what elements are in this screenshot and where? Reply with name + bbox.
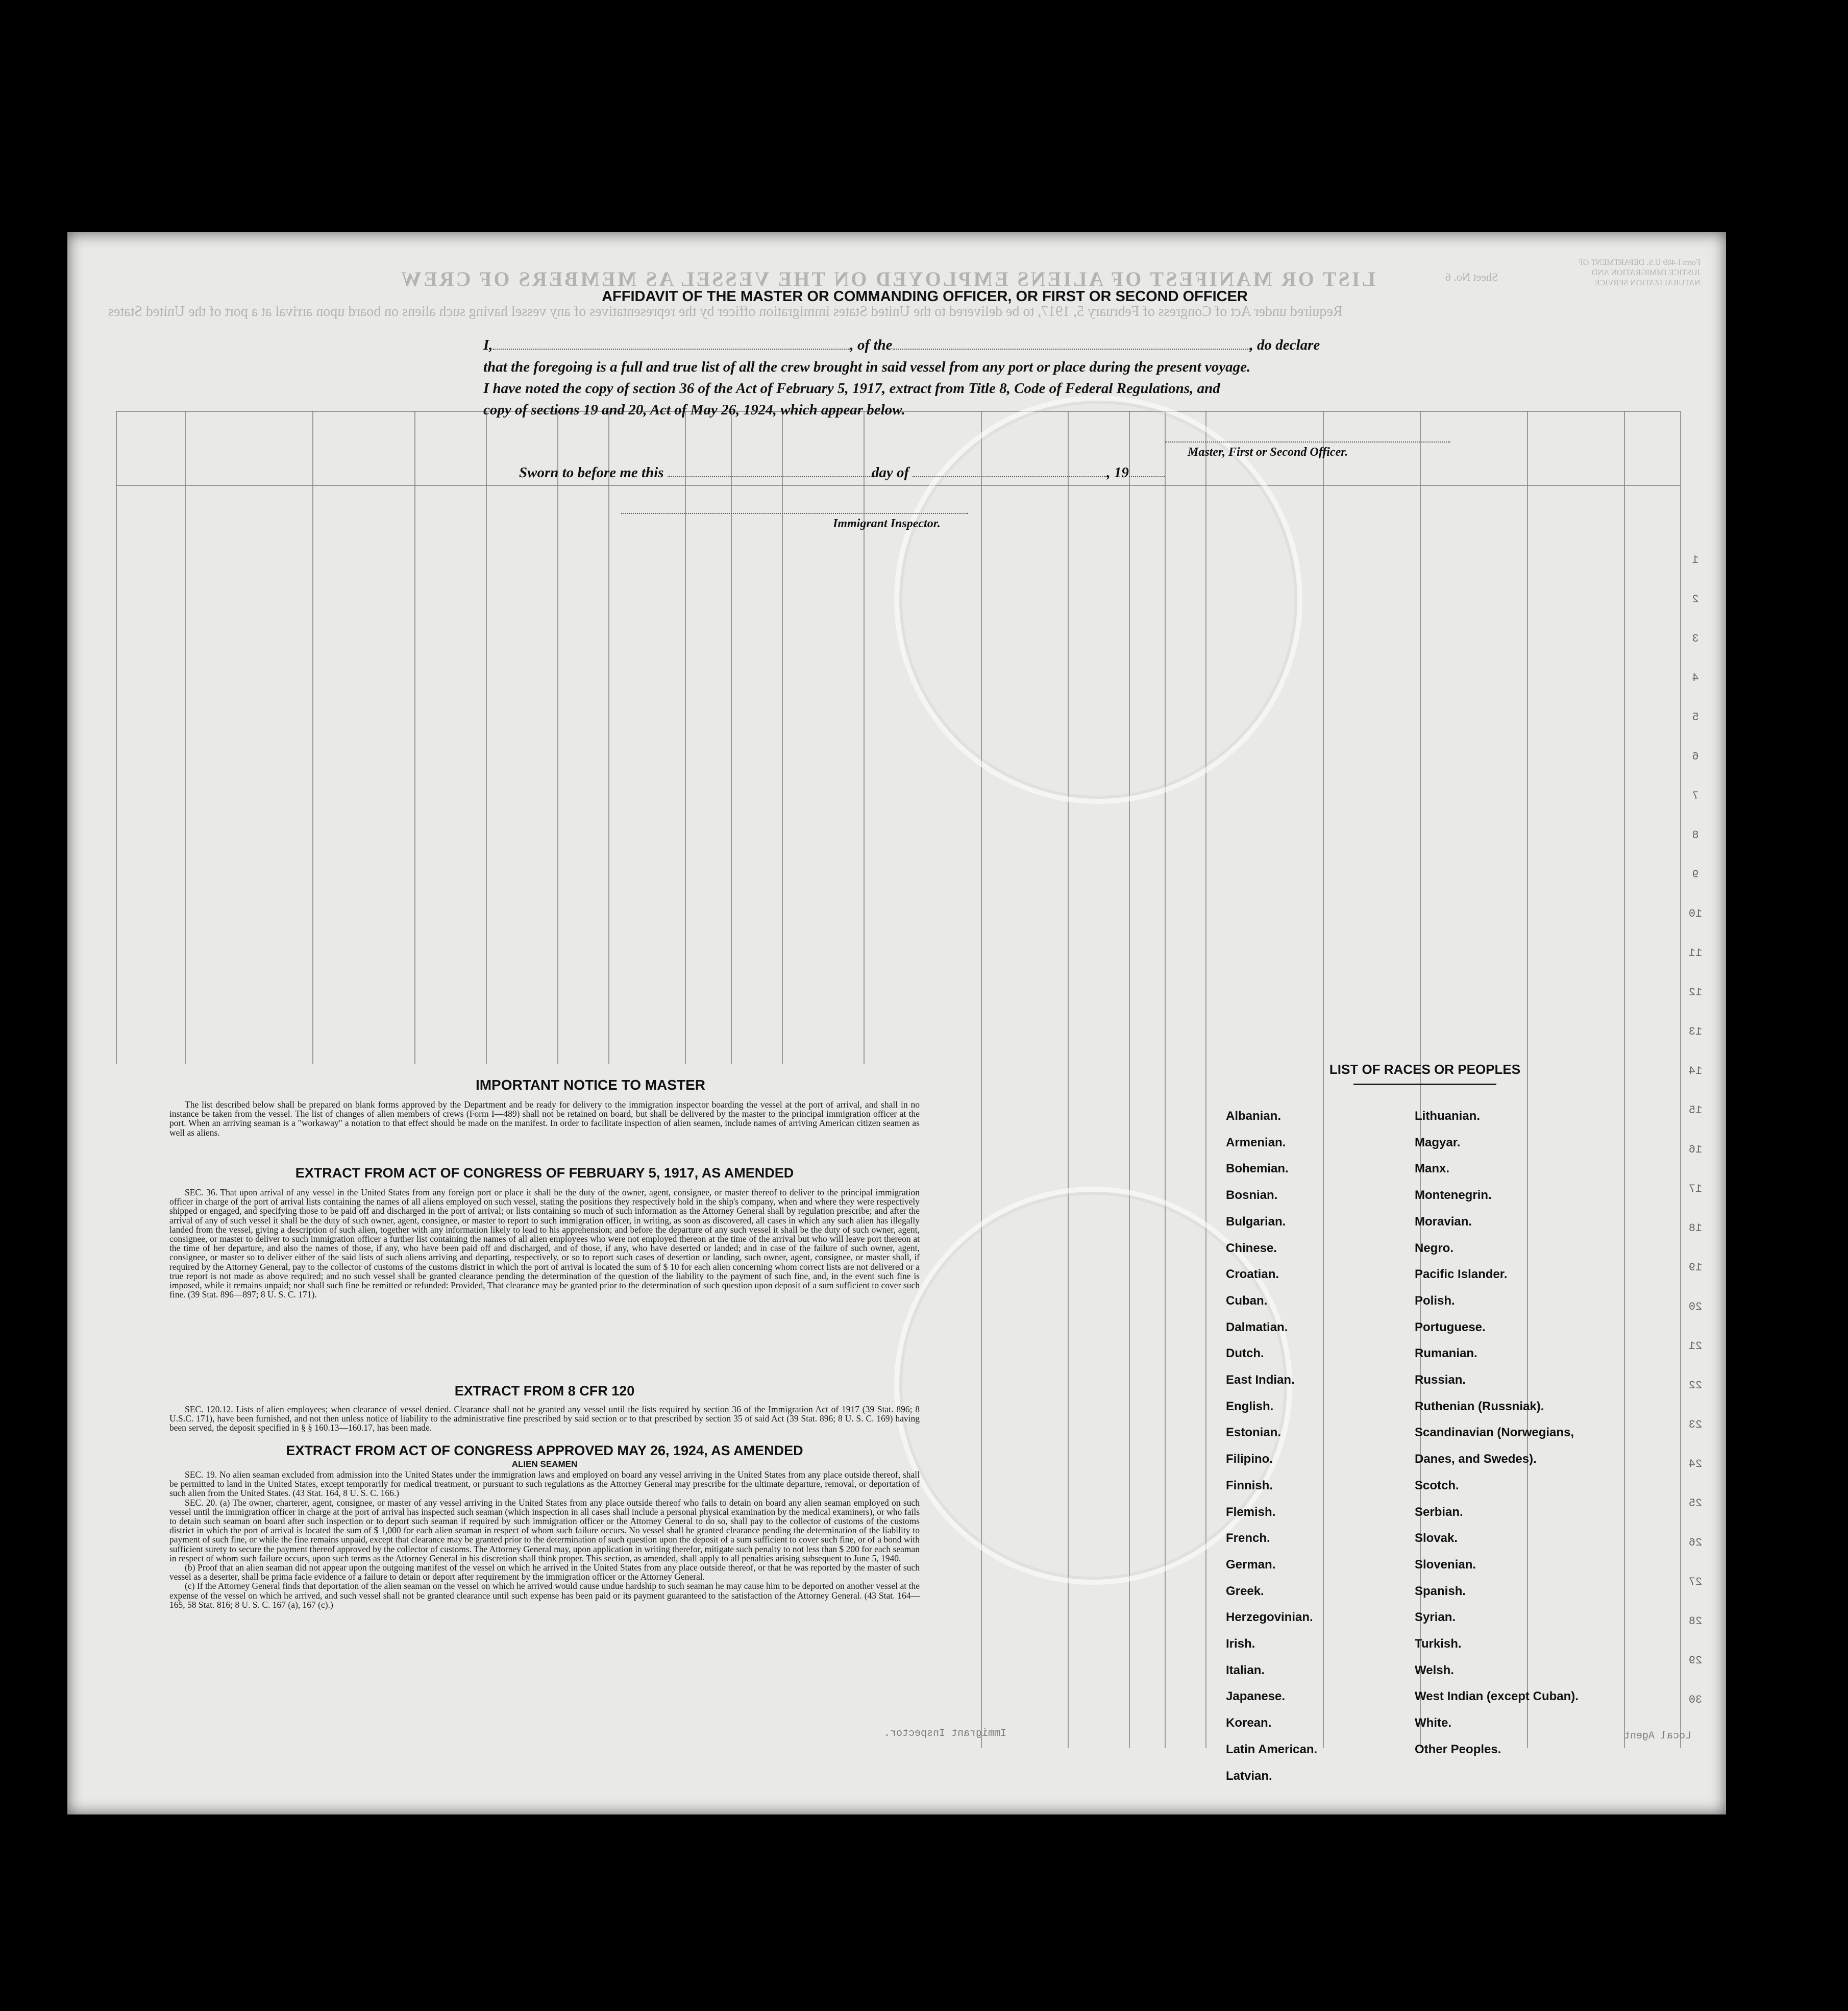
row-number: 8 xyxy=(1692,829,1699,842)
extract-1924-body xyxy=(169,1470,920,1609)
row-number: 3 xyxy=(1692,632,1699,645)
races-title-rule xyxy=(1353,1084,1496,1085)
race-item: Polish. xyxy=(1415,1293,1455,1308)
manifest-sheet xyxy=(67,232,1726,1814)
sec-20c-paragraph: (c) If the Attorney General finds that deportation of the alien seaman on the vessel on which he arrived would cause undue hardship to such seaman he may cause him to be deported on another vessel at the expense of the vessel on which he arrived, and such vessel shall not be granted clearance until such expense has been paid or its payment guaranteed to the satisfaction of the Attorney General. (43 Stat. 164—165, 58 Stat. 816; 8 U. S. C. 167 (a), 167 (c).) xyxy=(169,1581,920,1610)
race-item: Serbian. xyxy=(1415,1505,1463,1519)
punch-hole xyxy=(1765,1333,1791,1360)
ghost-footer: Immigrant Inspector. xyxy=(884,1728,1007,1739)
row-number: 20 xyxy=(1688,1301,1703,1313)
affidavit-i: I, xyxy=(483,337,493,353)
punch-hole xyxy=(1765,489,1791,516)
row-number: 12 xyxy=(1688,986,1703,999)
grid-column-line xyxy=(312,411,313,1064)
inspector-label: Immigrant Inspector. xyxy=(833,517,941,530)
year-label: , 19 xyxy=(1106,464,1129,481)
race-item: Slovenian. xyxy=(1415,1557,1476,1572)
race-item: Dutch. xyxy=(1226,1346,1264,1361)
race-item: Irish. xyxy=(1226,1637,1255,1651)
race-item: Negro. xyxy=(1415,1241,1454,1255)
grid-column-line xyxy=(1527,411,1528,1748)
bleed-through-subtitle: Required under Act of Congress of February 5, 1917, to be delivered to the United States immigration officer by the representatives of any vessel having such aliens on board upon arrival at a port of the United States xyxy=(108,304,1343,320)
race-item: Rumanian. xyxy=(1415,1346,1477,1361)
row-number: 7 xyxy=(1692,790,1699,802)
row-number: 23 xyxy=(1688,1418,1703,1431)
race-item: White. xyxy=(1415,1716,1451,1730)
race-item: Syrian. xyxy=(1415,1610,1456,1625)
race-item: Flemish. xyxy=(1226,1505,1276,1519)
race-item: Estonian. xyxy=(1226,1426,1282,1440)
race-item: Pacific Islander. xyxy=(1415,1267,1508,1282)
race-item: Latvian. xyxy=(1226,1769,1272,1783)
extract-cfr-body xyxy=(169,1405,920,1433)
race-item: Filipino. xyxy=(1226,1452,1273,1466)
grid-column-line xyxy=(486,411,487,1064)
row-number: 11 xyxy=(1688,947,1703,960)
vessel-blank[interactable] xyxy=(893,349,1250,350)
race-item: French. xyxy=(1226,1531,1270,1546)
race-item: Magyar. xyxy=(1415,1135,1461,1149)
affidavit-do-declare: , do declare xyxy=(1249,337,1320,353)
grid-column-line xyxy=(608,411,609,1064)
row-number: 15 xyxy=(1688,1104,1703,1117)
day-of-label: day of xyxy=(871,464,909,481)
race-item: Manx. xyxy=(1415,1162,1450,1176)
races-title: LIST OF RACES OR PEOPLES xyxy=(1329,1062,1521,1077)
affidavit-line-2: that the foregoing is a full and true list of all the crew brought in said vessel from any port or place during the present voyage. xyxy=(483,359,1251,375)
race-item: West Indian (except Cuban). xyxy=(1415,1689,1579,1704)
sworn-year-blank[interactable] xyxy=(1129,476,1165,477)
grid-column-line xyxy=(685,411,686,1064)
row-number: 25 xyxy=(1688,1497,1703,1510)
bleed-through-title: LIST OR MANIFEST OF ALIENS EMPLOYED ON THE VESSEL AS MEMBERS OF CREW xyxy=(399,267,1376,290)
punch-hole xyxy=(1765,1256,1791,1282)
punch-hole xyxy=(1765,1569,1791,1596)
race-item: Other Peoples. xyxy=(1415,1742,1501,1756)
row-number: 22 xyxy=(1688,1379,1703,1392)
race-item: Bosnian. xyxy=(1226,1188,1278,1203)
row-number: 19 xyxy=(1688,1261,1703,1274)
affidavit-line-3: I have noted the copy of section 36 of the Act of February 5, 1917, extract from Title 8, Code of Federal Regulations, and xyxy=(483,380,1220,397)
bleed-through-form-block: Form I-489 U.S. DEPARTMENT OF JUSTICE IMMIGRATION AND NATURALIZATION SERVICE xyxy=(1578,258,1701,287)
inspector-signature-line[interactable] xyxy=(621,513,968,514)
extract-1917-title: EXTRACT FROM ACT OF CONGRESS OF FEBRUARY 5, 1917, AS AMENDED xyxy=(295,1165,794,1181)
race-item: Scotch. xyxy=(1415,1478,1459,1492)
affidavit-declaration-line xyxy=(483,337,1320,354)
race-item: German. xyxy=(1226,1557,1276,1572)
race-item: East Indian. xyxy=(1226,1373,1295,1387)
race-item: Ruthenian (Russniak). xyxy=(1415,1399,1544,1413)
row-number: 18 xyxy=(1688,1222,1703,1235)
grid-column-line xyxy=(864,411,865,1064)
extract-cfr-title: EXTRACT FROM 8 CFR 120 xyxy=(454,1383,635,1399)
race-item: Cuban. xyxy=(1226,1293,1268,1308)
affidavit-title: AFFIDAVIT OF THE MASTER OR COMMANDING OFFICER, OR FIRST OR SECOND OFFICER xyxy=(602,288,1248,305)
row-number: 14 xyxy=(1688,1065,1703,1077)
row-number: 24 xyxy=(1688,1458,1703,1470)
row-number: 17 xyxy=(1688,1183,1703,1195)
grid-column-line xyxy=(557,411,558,1064)
race-item: Dalmatian. xyxy=(1226,1320,1288,1334)
race-item: Portuguese. xyxy=(1415,1320,1486,1334)
row-number: 21 xyxy=(1688,1340,1703,1353)
grid-row-line xyxy=(116,485,1680,486)
row-number: 26 xyxy=(1688,1536,1703,1549)
sec-19-paragraph: SEC. 19. No alien seaman excluded from admission into the United States under the immigration laws and employed on board any vessel arriving in the United States from any place outside thereof, shall be permitted to land in the United States, except temporarily for medical treatment, or pursuant to such regulations as the Attorney General may prescribe for the ultimate departure, removal, or deportation of such alien from the United States. (43 Stat. 164, 8 U. S. C. 166.) xyxy=(169,1469,920,1499)
grid-column-line xyxy=(1624,411,1625,1748)
master-signature-line[interactable] xyxy=(1165,442,1450,443)
race-item: Herzegovinian. xyxy=(1226,1610,1313,1625)
race-item: Moravian. xyxy=(1415,1214,1472,1229)
extract-1924-title: EXTRACT FROM ACT OF CONGRESS APPROVED MAY 26, 1924, AS AMENDED xyxy=(286,1443,803,1458)
sec-20a-paragraph: SEC. 20. (a) The owner, charterer, agent, consignee, or master of any vessel arriving in the United States from any place outside thereof who fails to detain on board any alien seaman employed on such vessel until the immigration officer in charge at the port of arrival has inspected such seaman (which inspection in all cases shall include a personal physical examination by the medical examiners), or who fails to detain such seaman on board after such inspection or to deport such seaman if required by such immigration officer or the Attorney General to do so, shall pay to the collector of customs of the customs district in which the port of arrival is located the sum of $ 1,000 for each alien seaman in respect of whom such failure occurs. No vessel shall be granted clearance pending the determination of the liability to payment of such fine, or while the fine remains unpaid, except that clearance may be granted prior to the determination of such question upon the deposit of a sum sufficient to cover such fine, or of a bond with sufficient surety to secure the payment thereof approved by the collector of customs. The Attorney General may, upon application in writing therefor, mitigate such penalty to not less than $ 200 for each seaman in respect of whom such failure occurs, upon such terms as the Attorney General in his discretion shall think proper. This section, as amended, shall apply to all penalties arising subsequent to June 5, 1940. xyxy=(169,1497,920,1563)
name-blank[interactable] xyxy=(493,349,850,350)
race-item: Chinese. xyxy=(1226,1241,1277,1255)
race-item: Danes, and Swedes). xyxy=(1415,1452,1537,1466)
row-number: 16 xyxy=(1688,1143,1703,1156)
extract-1917-body xyxy=(169,1188,920,1299)
row-number: 1 xyxy=(1692,554,1699,567)
race-item: Scandinavian (Norwegians, xyxy=(1415,1426,1574,1440)
race-item: Russian. xyxy=(1415,1373,1466,1387)
notice-body xyxy=(169,1100,920,1137)
punch-hole xyxy=(1765,1648,1791,1674)
punch-hole xyxy=(1765,412,1791,439)
sworn-line xyxy=(519,464,1165,481)
race-item: Italian. xyxy=(1226,1663,1265,1677)
row-number: 28 xyxy=(1688,1615,1703,1628)
punch-hole xyxy=(1765,810,1791,836)
row-number: 10 xyxy=(1688,908,1703,920)
grid-column-line xyxy=(1323,411,1324,1748)
race-item: Finnish. xyxy=(1226,1478,1273,1492)
sworn-label: Sworn to before me this xyxy=(519,464,664,481)
grid-column-line xyxy=(731,411,732,1064)
race-item: Montenegrin. xyxy=(1415,1188,1492,1203)
race-item: Spanish. xyxy=(1415,1584,1466,1598)
row-number: 2 xyxy=(1692,593,1699,606)
row-number: 30 xyxy=(1688,1694,1703,1706)
row-number: 29 xyxy=(1688,1654,1703,1667)
master-signature-label: Master, First or Second Officer. xyxy=(1188,446,1348,459)
grid-column-line xyxy=(782,411,783,1064)
grid-column-line xyxy=(1420,411,1421,1748)
race-item: Korean. xyxy=(1226,1716,1272,1730)
ghost-footer: Local Agent xyxy=(1624,1730,1692,1742)
row-number: 4 xyxy=(1692,672,1699,684)
bleed-through-sheet-number: Sheet No. 6 xyxy=(1445,271,1498,283)
row-number: 27 xyxy=(1688,1576,1703,1588)
race-item: Bohemian. xyxy=(1226,1162,1289,1176)
race-item: Albanian. xyxy=(1226,1109,1282,1123)
grid-column-line xyxy=(185,411,186,1064)
extract-1917-paragraph: SEC. 36. That upon arrival of any vessel in the United States from any foreign port or place it shall be the duty of the owner, agent, consignee, or master thereof to deliver to the principal immigration officer in charge of the port of arrival lists containing the names of all aliens employed on such vessel, stating the positions they respectively hold in the ship's company, when and where they were respectively shipped or engaged, and specifying those to be paid off and discharged in the port of arrival; or lists containing so much of such information as the Attorney General shall by regulation prescribe; and after the arrival of any of such vessel it shall be the duty of such owner, agent, consignee, or master to report to such immigration officer, in writing, as soon as discovered, all cases in which any such alien has illegally landed from the vessel, giving a description of such alien, together with any information likely to lead to his apprehension; and before the departure of any such vessel it shall be the duty of such owner, agent, consignee, or master to deliver to such immigration officer a further list containing the names of all alien employees who were not employed thereon at the time of the arrival but who will leave port thereon at the time of her departure, and also the names of those, if any, who have been paid off and discharged, and of those, if any, who have deserted or landed; and in case of the failure of such owner, agent, consignee, or master so to deliver either of the said lists of such aliens arriving and departing, respectively, or so to report such cases of desertion or landing, such owner, agent, consignee, or master shall, if required by the Attorney General, pay to the collector of customs of the customs district in which the port of arrival is located the sum of $ 10 for each alien concerning whom correct lists are not delivered or a true report is not made as above required; and no such vessel shall be granted clearance pending the determination of the question of the liability to the payment of such fine, and, in the event such fine is imposed, while it remains unpaid; nor shall such fine be remitted or refunded: Provided, That clearance may be granted prior to the determination of such question upon deposit of a sum sufficient to cover such fine. (39 Stat. 896—897; 8 U. S. C. 171). xyxy=(169,1187,920,1300)
race-item: Greek. xyxy=(1226,1584,1264,1598)
race-item: Japanese. xyxy=(1226,1689,1286,1704)
sec-20b-paragraph: (b) Proof that an alien seaman did not appear upon the outgoing manifest of the vessel on which he arrived in the United States from any place outside thereof, or that he was reported by the master of such vessel as a deserter, shall be prima facie evidence of a failure to detain or deport after requirement by the immigration officer or the Attorney General. xyxy=(169,1562,920,1582)
notice-paragraph: The list described below shall be prepared on blank forms approved by the Department and be ready for delivery to the immigration inspector boarding the vessel at the port of arrival, and shall in no instance be taken from the vessel. The list of changes of alien members of crews (Form I—489) shall not be retained on board, but shall be delivered by the master to the principal immigration officer at the port. When an arriving seaman is a "workaway" a notation to that effect should be made on the manifest. In order to facilitate inspection of alien seamen, include names of arriving American citizen seamen as well as aliens. xyxy=(169,1099,920,1138)
punch-hole xyxy=(1765,730,1791,756)
row-number: 5 xyxy=(1692,711,1699,724)
race-item: Bulgarian. xyxy=(1226,1214,1286,1229)
extract-cfr-paragraph: SEC. 120.12. Lists of alien employees; when clearance of vessel denied. Clearance shall not be granted any vessel until the lists required by section 36 of the Immigration Act of 1917 (39 Stat. 896; 8 U.S.C. 171), have been furnished, and not then unless notice of liability to the administrative fine prescribed by said section or to that prescribed by section 35 of said Act (39 Stat. 896; 8 U. S. C. 169) having been served, the deposit specified in § § 160.13—160.17, has been made. xyxy=(169,1404,920,1433)
grid-column-line xyxy=(414,411,415,1064)
sworn-month-blank[interactable] xyxy=(913,476,1106,477)
row-number: 9 xyxy=(1692,868,1699,881)
notice-title: IMPORTANT NOTICE TO MASTER xyxy=(475,1077,706,1093)
race-item: Lithuanian. xyxy=(1415,1109,1480,1123)
race-item: Turkish. xyxy=(1415,1637,1462,1651)
race-item: Armenian. xyxy=(1226,1135,1286,1149)
race-item: Welsh. xyxy=(1415,1663,1454,1677)
sworn-day-blank[interactable] xyxy=(668,476,872,477)
race-item: English. xyxy=(1226,1399,1274,1413)
race-item: Latin American. xyxy=(1226,1742,1318,1756)
extract-1924-subtitle: ALIEN SEAMEN xyxy=(511,1459,578,1469)
row-number: 13 xyxy=(1688,1025,1703,1038)
affidavit-line-4: copy of sections 19 and 20, Act of May 26, 1924, which appear below. xyxy=(483,402,905,418)
row-number: 6 xyxy=(1692,750,1699,763)
race-item: Slovak. xyxy=(1415,1531,1458,1546)
race-item: Croatian. xyxy=(1226,1267,1279,1282)
grid-column-line xyxy=(116,411,117,1064)
affidavit-of-the: , of the xyxy=(850,337,893,353)
